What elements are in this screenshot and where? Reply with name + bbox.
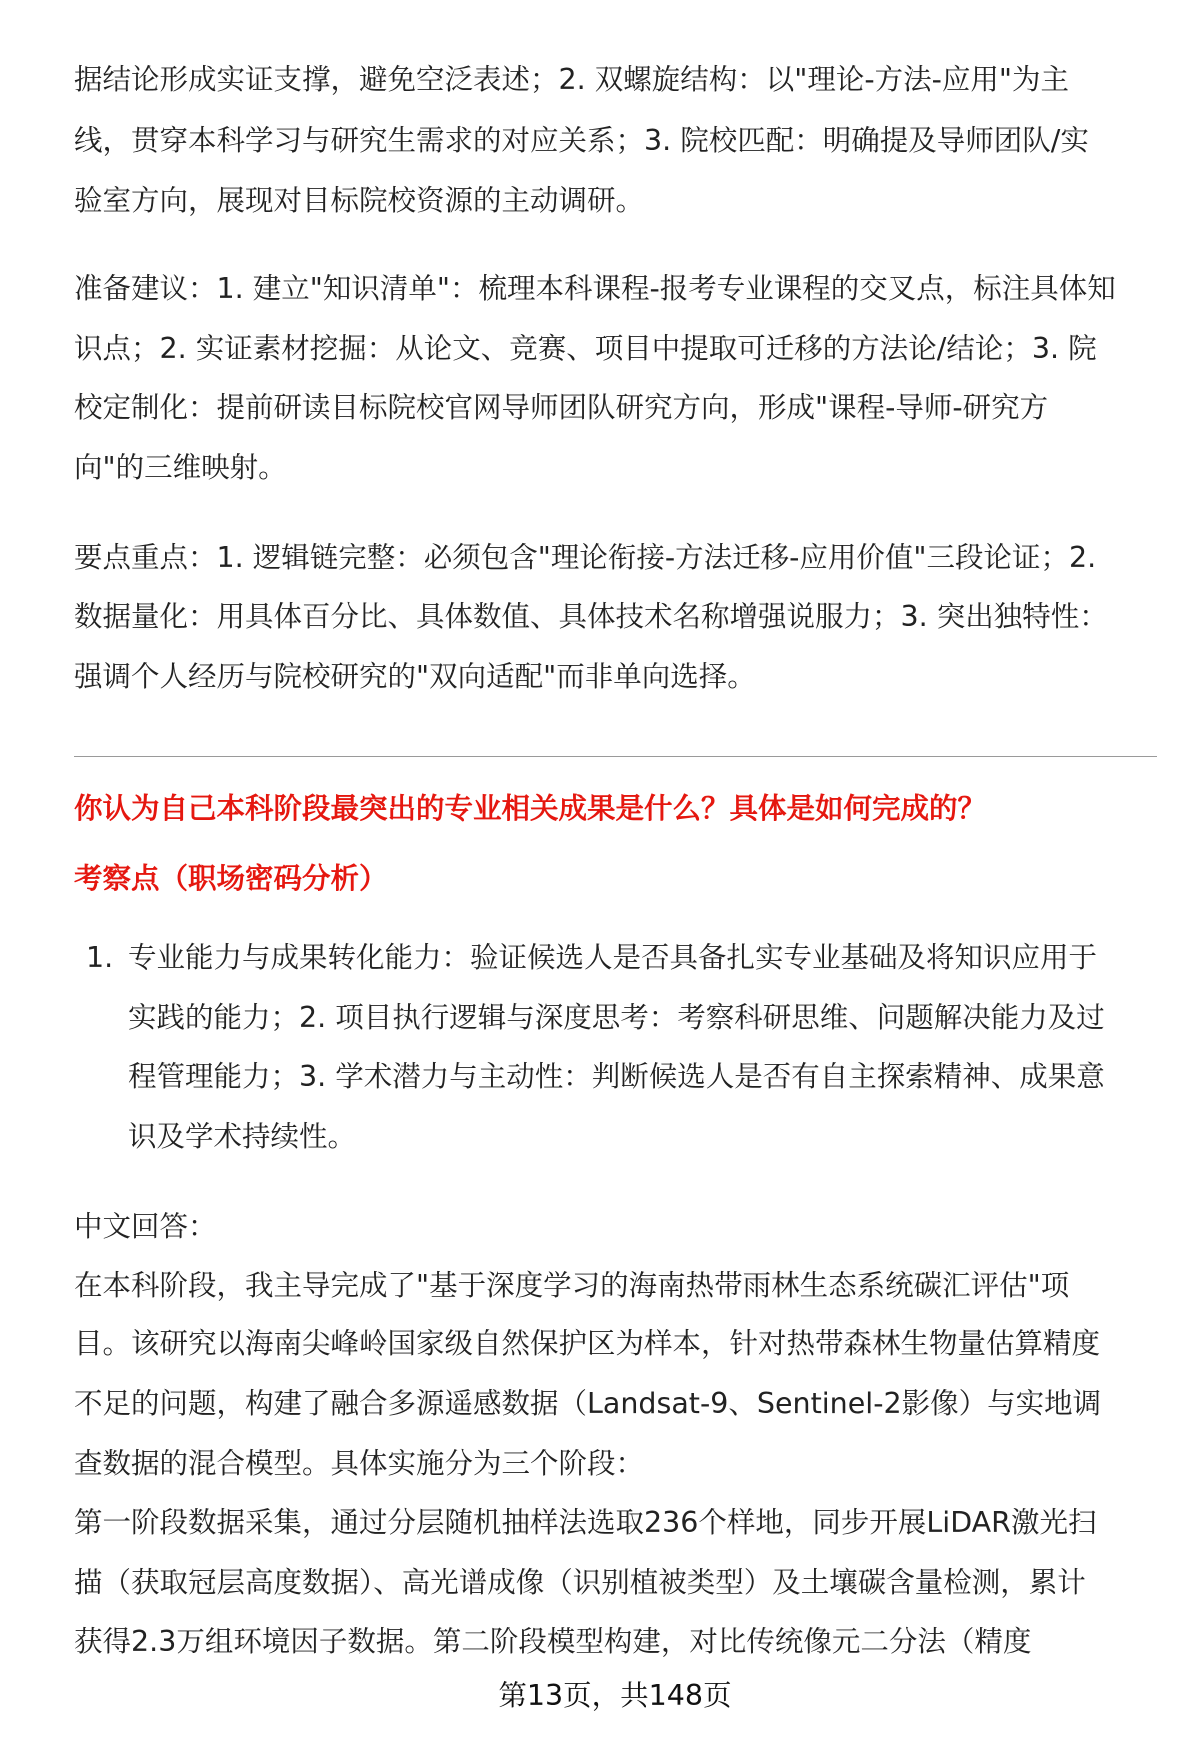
paragraph-line: 验室方向，展现对目标院校资源的主动调研。 [74,184,645,217]
list-item-line: 程管理能力；3. 学术潜力与主动性：判断候选人是否有自主探索精神、成果意 [128,1060,1105,1093]
list-item-line: 专业能力与成果转化能力：验证候选人是否具备扎实专业基础及将知识应用于 [128,941,1098,974]
answer-line: 不足的问题，构建了融合多源遥感数据（Landsat-9、Sentinel-2影像）与实地调 [74,1387,1102,1420]
paragraph-line: 校定制化：提前研读目标院校官网导师团队研究方向，形成"课程-导师-研究方 [74,391,1049,424]
section-divider [74,756,1157,757]
answer-label: 中文回答： [74,1210,217,1243]
question-subtitle: 考察点（职场密码分析） [74,862,388,895]
answer-line: 目。该研究以海南尖峰岭国家级自然保护区为样本，针对热带森林生物量估算精度 [74,1327,1101,1360]
answer-line: 查数据的混合模型。具体实施分为三个阶段： [74,1447,645,1480]
question-title: 你认为自己本科阶段最突出的专业相关成果是什么？具体是如何完成的？ [74,792,987,825]
answer-line: 获得2.3万组环境因子数据。第二阶段模型构建，对比传统像元二分法（精度 [74,1625,1032,1658]
answer-line: 描（获取冠层高度数据）、高光谱成像（识别植被类型）及土壤碳含量检测，累计 [74,1566,1086,1599]
paragraph-line: 线，贯穿本科学习与研究生需求的对应关系；3. 院校匹配：明确提及导师团队/实 [74,124,1089,157]
paragraph-line: 强调个人经历与院校研究的"双向适配"而非单向选择。 [74,660,756,693]
paragraph-line: 识点；2. 实证素材挖掘：从论文、竞赛、项目中提取可迁移的方法论/结论；3. 院 [74,332,1097,365]
paragraph-line: 数据量化：用具体百分比、具体数值、具体技术名称增强说服力；3. 突出独特性： [74,600,1108,633]
list-item-line: 识及学术持续性。 [128,1120,357,1153]
page-number-footer: 第13页，共148页 [498,1679,732,1712]
list-item-number: 1. [86,941,114,974]
list-item-line: 实践的能力；2. 项目执行逻辑与深度思考：考察科研思维、问题解决能力及过 [128,1001,1105,1034]
paragraph-line: 要点重点：1. 逻辑链完整：必须包含"理论衔接-方法迁移-应用价值"三段论证；2. [74,541,1097,574]
paragraph-line: 据结论形成实证支撑，避免空泛表述；2. 双螺旋结构：以"理论-方法-应用"为主 [74,63,1070,96]
paragraph-line: 准备建议：1. 建立"知识清单"：梳理本科课程-报考专业课程的交叉点，标注具体知 [74,272,1116,305]
answer-line: 在本科阶段，我主导完成了"基于深度学习的海南热带雨林生态系统碳汇评估"项 [74,1269,1070,1302]
paragraph-line: 向"的三维映射。 [74,451,287,484]
answer-line: 第一阶段数据采集，通过分层随机抽样法选取236个样地，同步开展LiDAR激光扫 [74,1506,1097,1539]
